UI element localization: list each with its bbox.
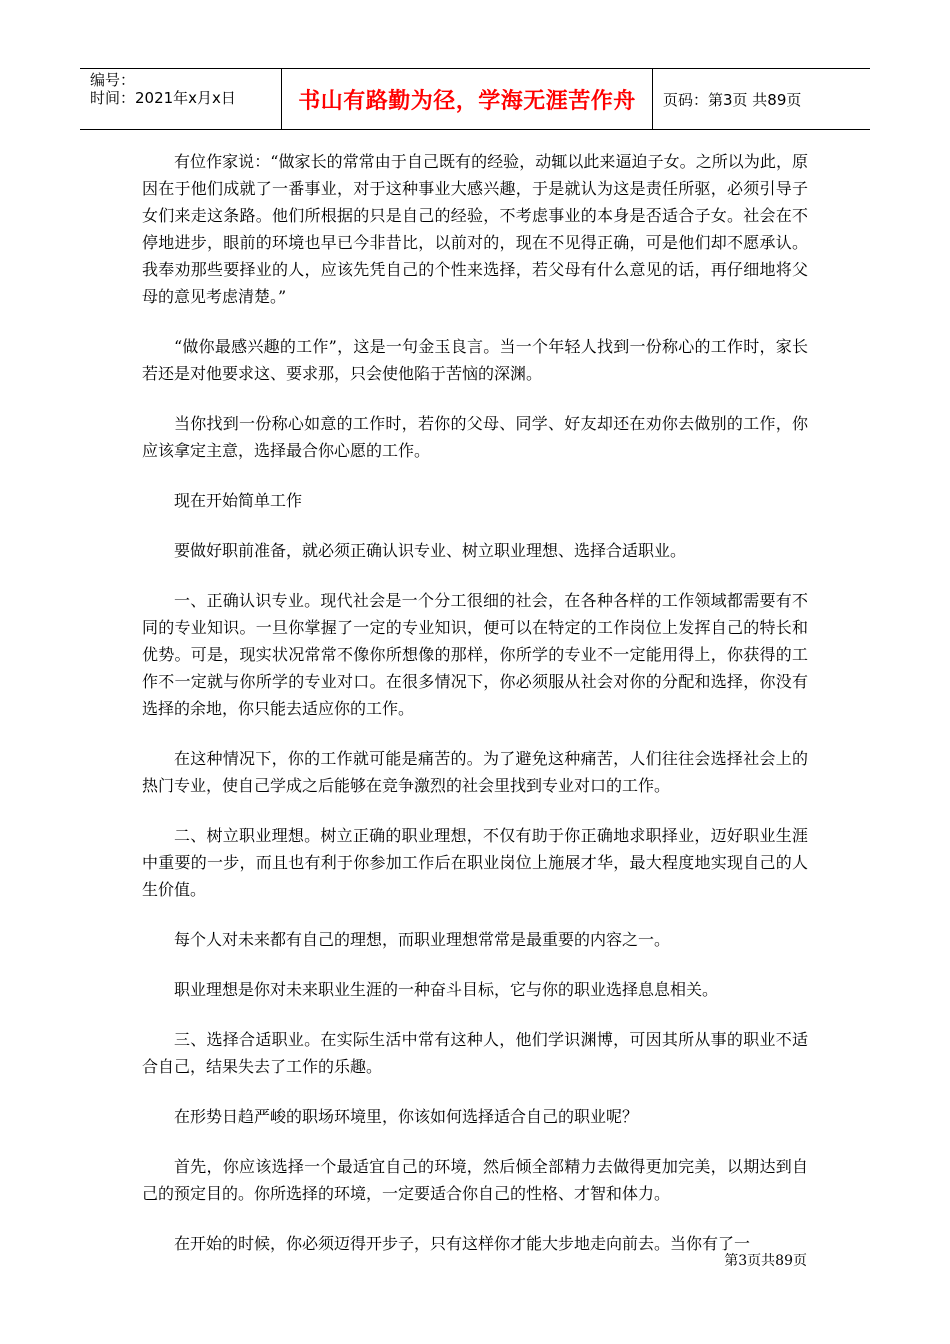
page-footer: 第3页共89页 xyxy=(724,1253,807,1269)
paragraph: 现在开始简单工作 xyxy=(174,491,303,510)
paragraph: 一、正确认识专业。现代社会是一个分工很细的社会，在各种各样的工作领域都需要有不同的专业知识。一旦你掌握了一定的专业知识，便可以在特定的工作岗位上发挥自己的特长和优势。可是，现实状况常常不像你所想像的那样，你所学的专业不一定能用得上，你获得的工作不一定就与你所学的专业对口。在很多情况下，你必须服从社会对你的分配和选择，你没有选择的余地，你只能去适应你的工作。 xyxy=(142,591,808,718)
page-header xyxy=(80,68,870,130)
paragraph: 每个人对未来都有自己的理想，而职业理想常常是最重要的内容之一。 xyxy=(174,930,671,949)
paragraph: 在形势日趋严峻的职场环境里，你该如何选择适合自己的职业呢？ xyxy=(174,1107,639,1126)
paragraph: 在这种情况下，你的工作就可能是痛苦的。为了避免这种痛苦，人们往往会选择社会上的热门专业，使自己学成之后能够在竞争激烈的社会里找到专业对口的工作。 xyxy=(142,749,808,795)
header-motto: 书山有路勤为径，学海无涯苦作舟 xyxy=(282,69,653,129)
paragraph: 职业理想是你对未来职业生涯的一种奋斗目标，它与你的职业选择息息相关。 xyxy=(174,980,719,999)
paragraph: 二、树立职业理想。树立正确的职业理想，不仅有助于你正确地求职择业，迈好职业生涯中重要的一步，而且也有利于你参加工作后在职业岗位上施展才华，最大程度地实现自己的人生价值。 xyxy=(142,826,808,899)
header-page-label: 页码：第3页 共89页 xyxy=(663,90,802,109)
paragraph: 要做好职前准备，就必须正确认识专业、树立职业理想、选择合适职业。 xyxy=(174,541,687,560)
document-body xyxy=(142,148,808,1280)
serial-label: 编号： xyxy=(90,71,136,89)
paragraph: 在开始的时候，你必须迈得开步子，只有这样你才能大步地走向前去。当你有了一 xyxy=(174,1234,751,1253)
paragraph: “做你最感兴趣的工作”，这是一句金玉良言。当一个年轻人找到一份称心的工作时，家长若还是对他要求这、要求那，只会使他陷于苦恼的深渊。 xyxy=(142,337,808,383)
paragraph: 有位作家说：“做家长的常常由于自己既有的经验，动辄以此来逼迫子女。之所以为此，原因在于他们成就了一番事业，对于这种事业大感兴趣，于是就认为这是责任所驱，必须引导子女们来走这条路。他们所根据的只是自己的经验，不考虑事业的本身是否适合子女。社会在不停地进步，眼前的环境也早已今非昔比，以前对的，现在不见得正确，可是他们却不愿承认。我奉劝那些要择业的人，应该先凭自己的个性来选择，若父母有什么意见的话，再仔细地将父母的意见考虑清楚。” xyxy=(142,152,808,306)
paragraph: 三、选择合适职业。在实际生活中常有这种人，他们学识渊博，可因其所从事的职业不适合自己，结果失去了工作的乐趣。 xyxy=(142,1030,808,1076)
paragraph: 当你找到一份称心如意的工作时，若你的父母、同学、好友却还在劝你去做别的工作，你应该拿定主意，选择最合你心愿的工作。 xyxy=(142,414,808,460)
header-meta xyxy=(80,69,282,129)
time-label: 时间：2021年x月x日 xyxy=(90,89,236,107)
paragraph: 首先，你应该选择一个最适宜自己的环境，然后倾全部精力去做得更加完美，以期达到自己的预定目的。你所选择的环境，一定要适合你自己的性格、才智和体力。 xyxy=(142,1157,808,1203)
